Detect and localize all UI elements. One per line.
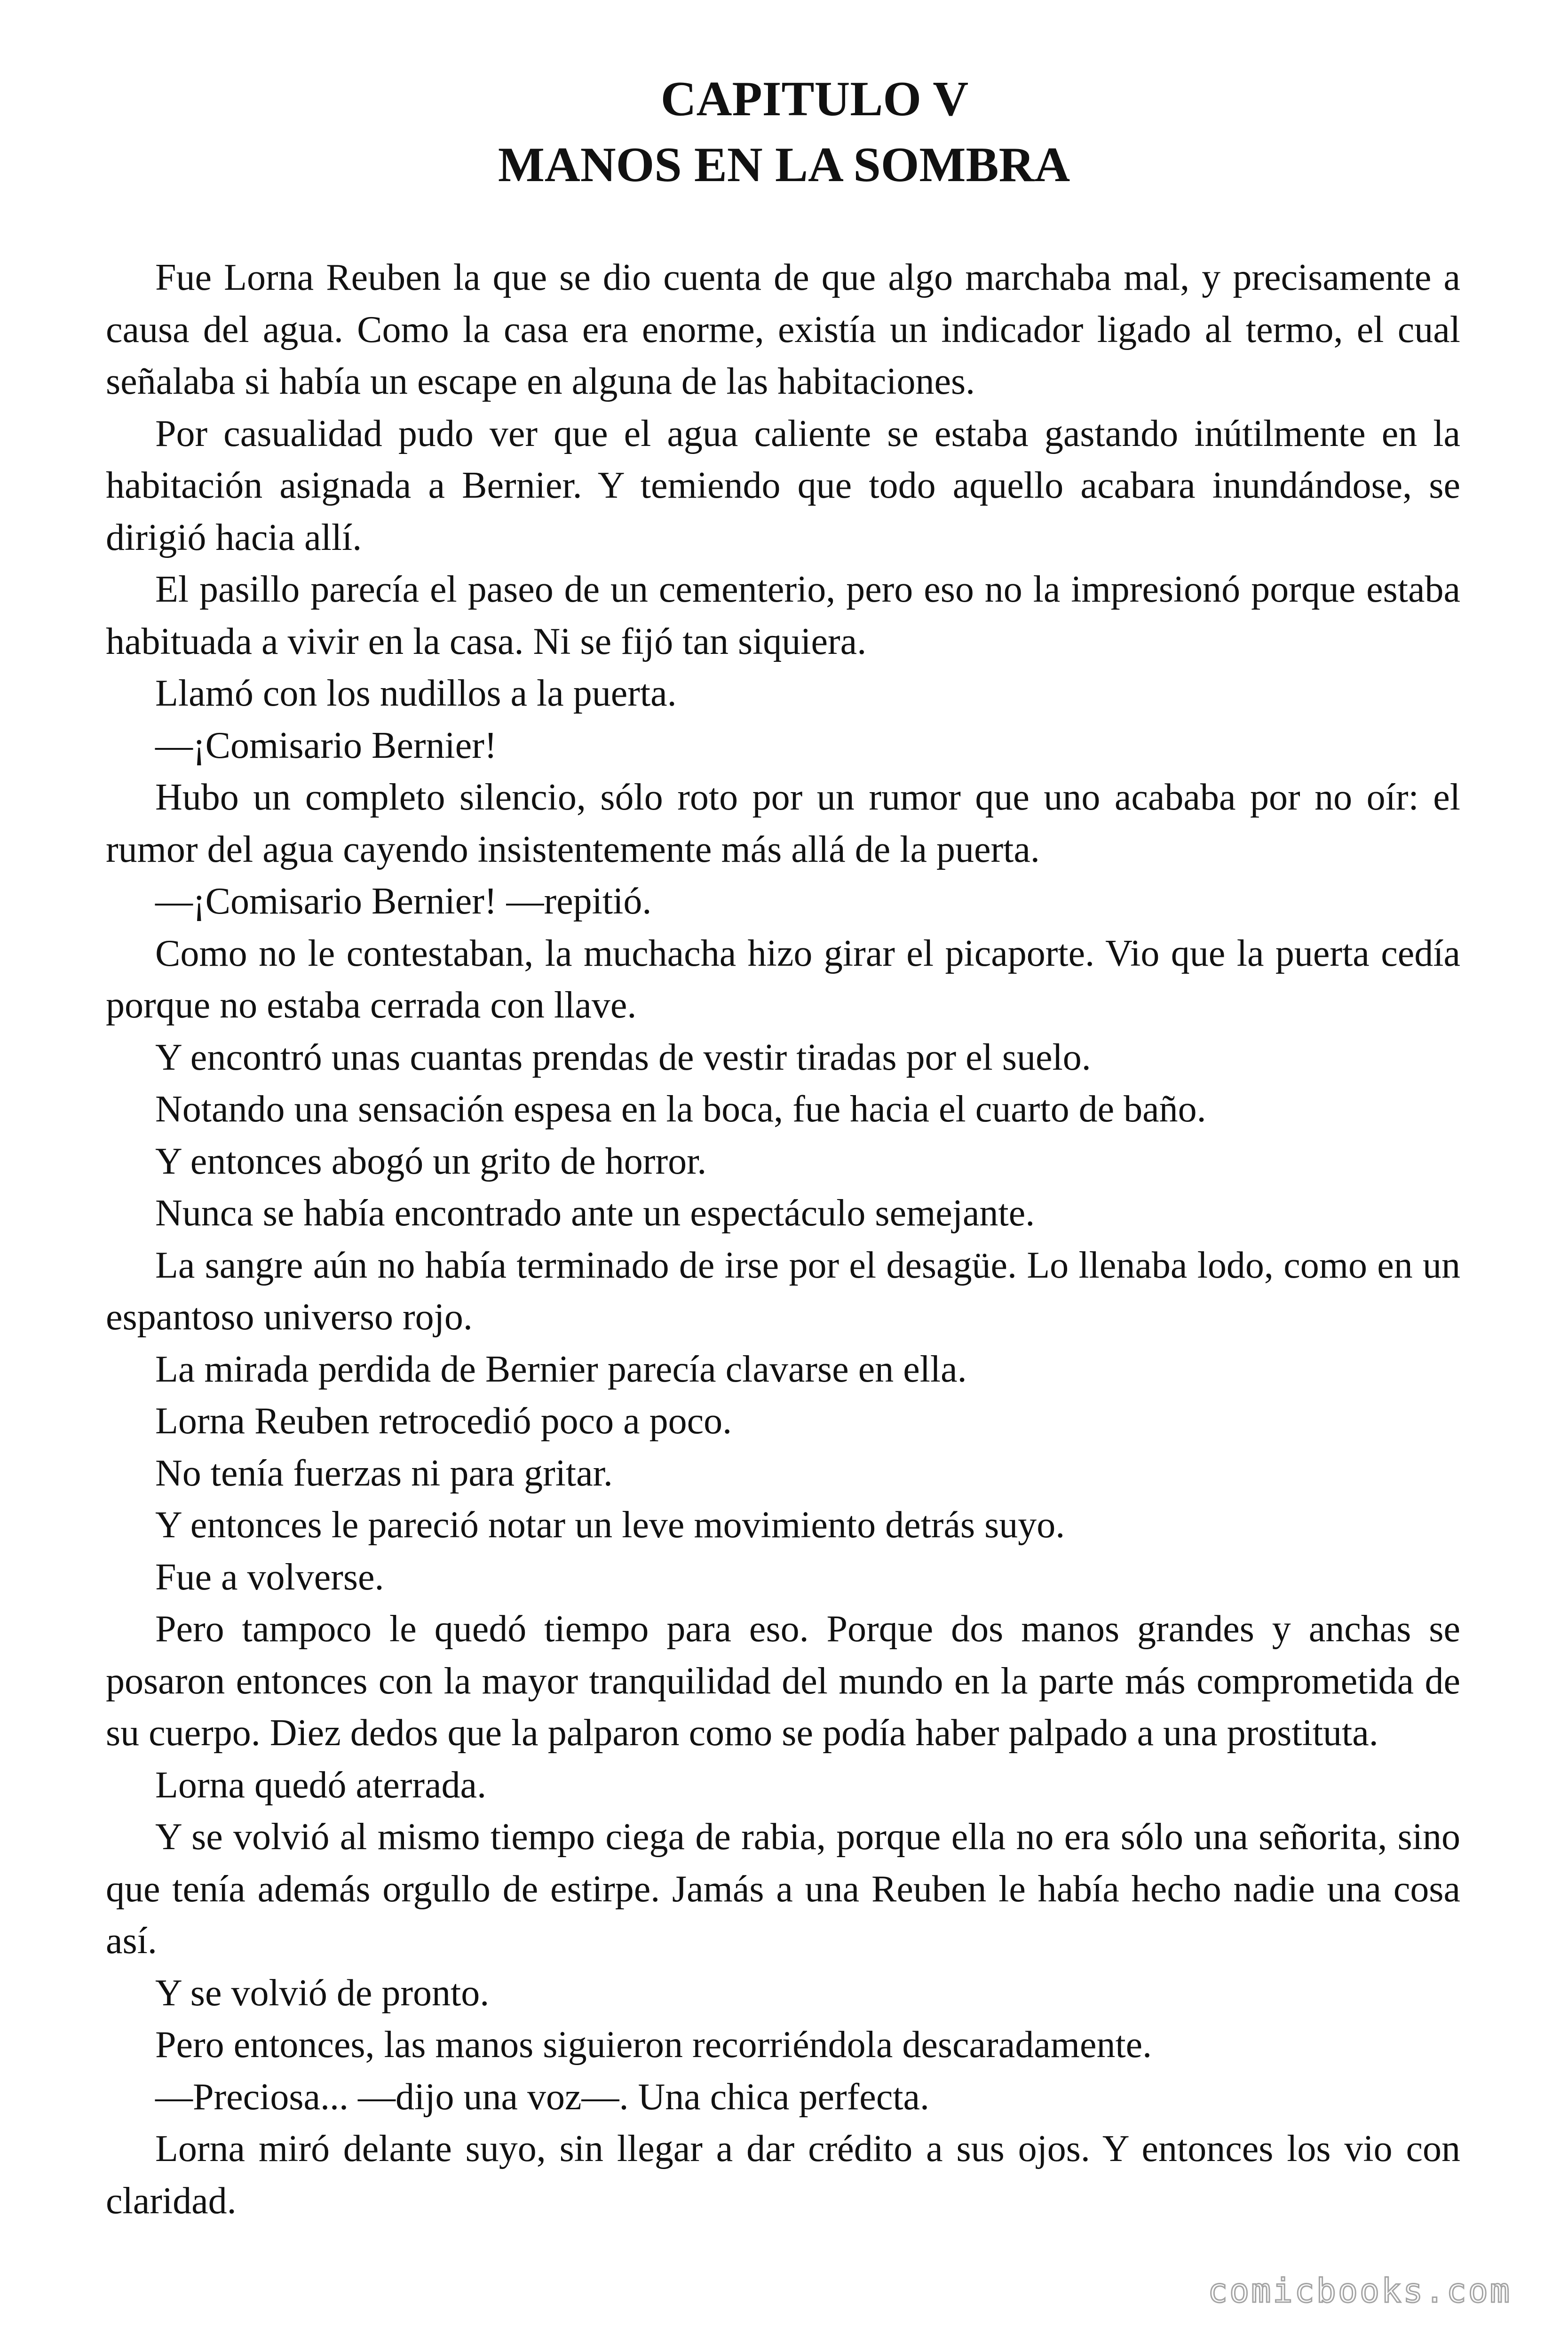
paragraph: Por casualidad pudo ver que el agua caliente se estaba gastando inútilmente en la habitación asignada a Bernier. Y temiendo que todo aquello acabara inundándose, se dirigió hacia allí. xyxy=(106,413,1460,558)
paragraph: Y entonces le pareció notar un leve movimiento detrás suyo. xyxy=(155,1504,1065,1546)
paragraph: No tenía fuerzas ni para gritar. xyxy=(155,1452,613,1494)
paragraph: El pasillo parecía el paseo de un cementerio, pero eso no la impresionó porque estaba habituada a vivir en la casa. Ni se fijó tan siquiera. xyxy=(106,569,1460,662)
paragraph: Notando una sensación espesa en la boca, fue hacia el cuarto de baño. xyxy=(155,1089,1206,1130)
paragraph: Y entonces abogó un grito de horror. xyxy=(155,1140,707,1182)
paragraph: —¡Comisario Bernier! xyxy=(155,724,497,766)
paragraph: La mirada perdida de Bernier parecía clavarse en ella. xyxy=(155,1348,967,1390)
paragraph: Lorna miró delante suyo, sin llegar a dar crédito a sus ojos. Y entonces los vio con claridad. xyxy=(106,2128,1460,2222)
paragraph: Pero entonces, las manos siguieron recorriéndola descaradamente. xyxy=(155,2024,1152,2066)
paragraph: —Preciosa... —dijo una voz—. Una chica perfecta. xyxy=(155,2076,930,2118)
paragraph: Y encontró unas cuantas prendas de vestir tiradas por el suelo. xyxy=(155,1036,1091,1078)
chapter-body xyxy=(106,252,1460,2227)
chapter-title: MANOS EN LA SOMBRA xyxy=(498,137,1070,192)
chapter-number: CAPITULO V xyxy=(660,71,969,126)
paragraph: —¡Comisario Bernier! —repitió. xyxy=(155,881,652,922)
paragraph: Lorna Reuben retrocedió poco a poco. xyxy=(155,1400,732,1442)
paragraph: Nunca se había encontrado ante un espectáculo semejante. xyxy=(155,1192,1035,1234)
paragraph: Y se volvió de pronto. xyxy=(155,1972,490,2014)
paragraph: Como no le contestaban, la muchacha hizo girar el picaporte. Vio que la puerta cedía porque no estaba cerrada con llave. xyxy=(106,932,1460,1026)
paragraph: Llamó con los nudillos a la puerta. xyxy=(155,673,677,714)
paragraph: Fue Lorna Reuben la que se dio cuenta de que algo marchaba mal, y precisamente a causa del agua. Como la casa era enorme, existía un indicador ligado al termo, el cual señalaba si había un escape en alguna de las habitaciones. xyxy=(106,257,1460,402)
paragraph: Pero tampoco le quedó tiempo para eso. Porque dos manos grandes y anchas se posaron entonces con la mayor tranquilidad del mundo en la parte más comprometida de su cuerpo. Diez dedos que la palparon como se podía haber palpado a una prostituta. xyxy=(106,1608,1460,1754)
paragraph: Fue a volverse. xyxy=(155,1556,384,1598)
chapter-heading xyxy=(0,66,1568,198)
paragraph: La sangre aún no había terminado de irse por el desagüe. Lo llenaba lodo, como en un espantoso universo rojo. xyxy=(106,1244,1460,1338)
paragraph: Lorna quedó aterrada. xyxy=(155,1764,487,1806)
paragraph: Y se volvió al mismo tiempo ciega de rabia, porque ella no era sólo una señorita, sino que tenía además orgullo de estirpe. Jamás a una Reuben le había hecho nadie una cosa así. xyxy=(106,1816,1460,1962)
paragraph: Hubo un completo silencio, sólo roto por un rumor que uno acababa por no oír: el rumor del agua cayendo insistentemente más allá de la puerta. xyxy=(106,777,1460,870)
watermark: comicbooks.com xyxy=(1207,2272,1512,2310)
